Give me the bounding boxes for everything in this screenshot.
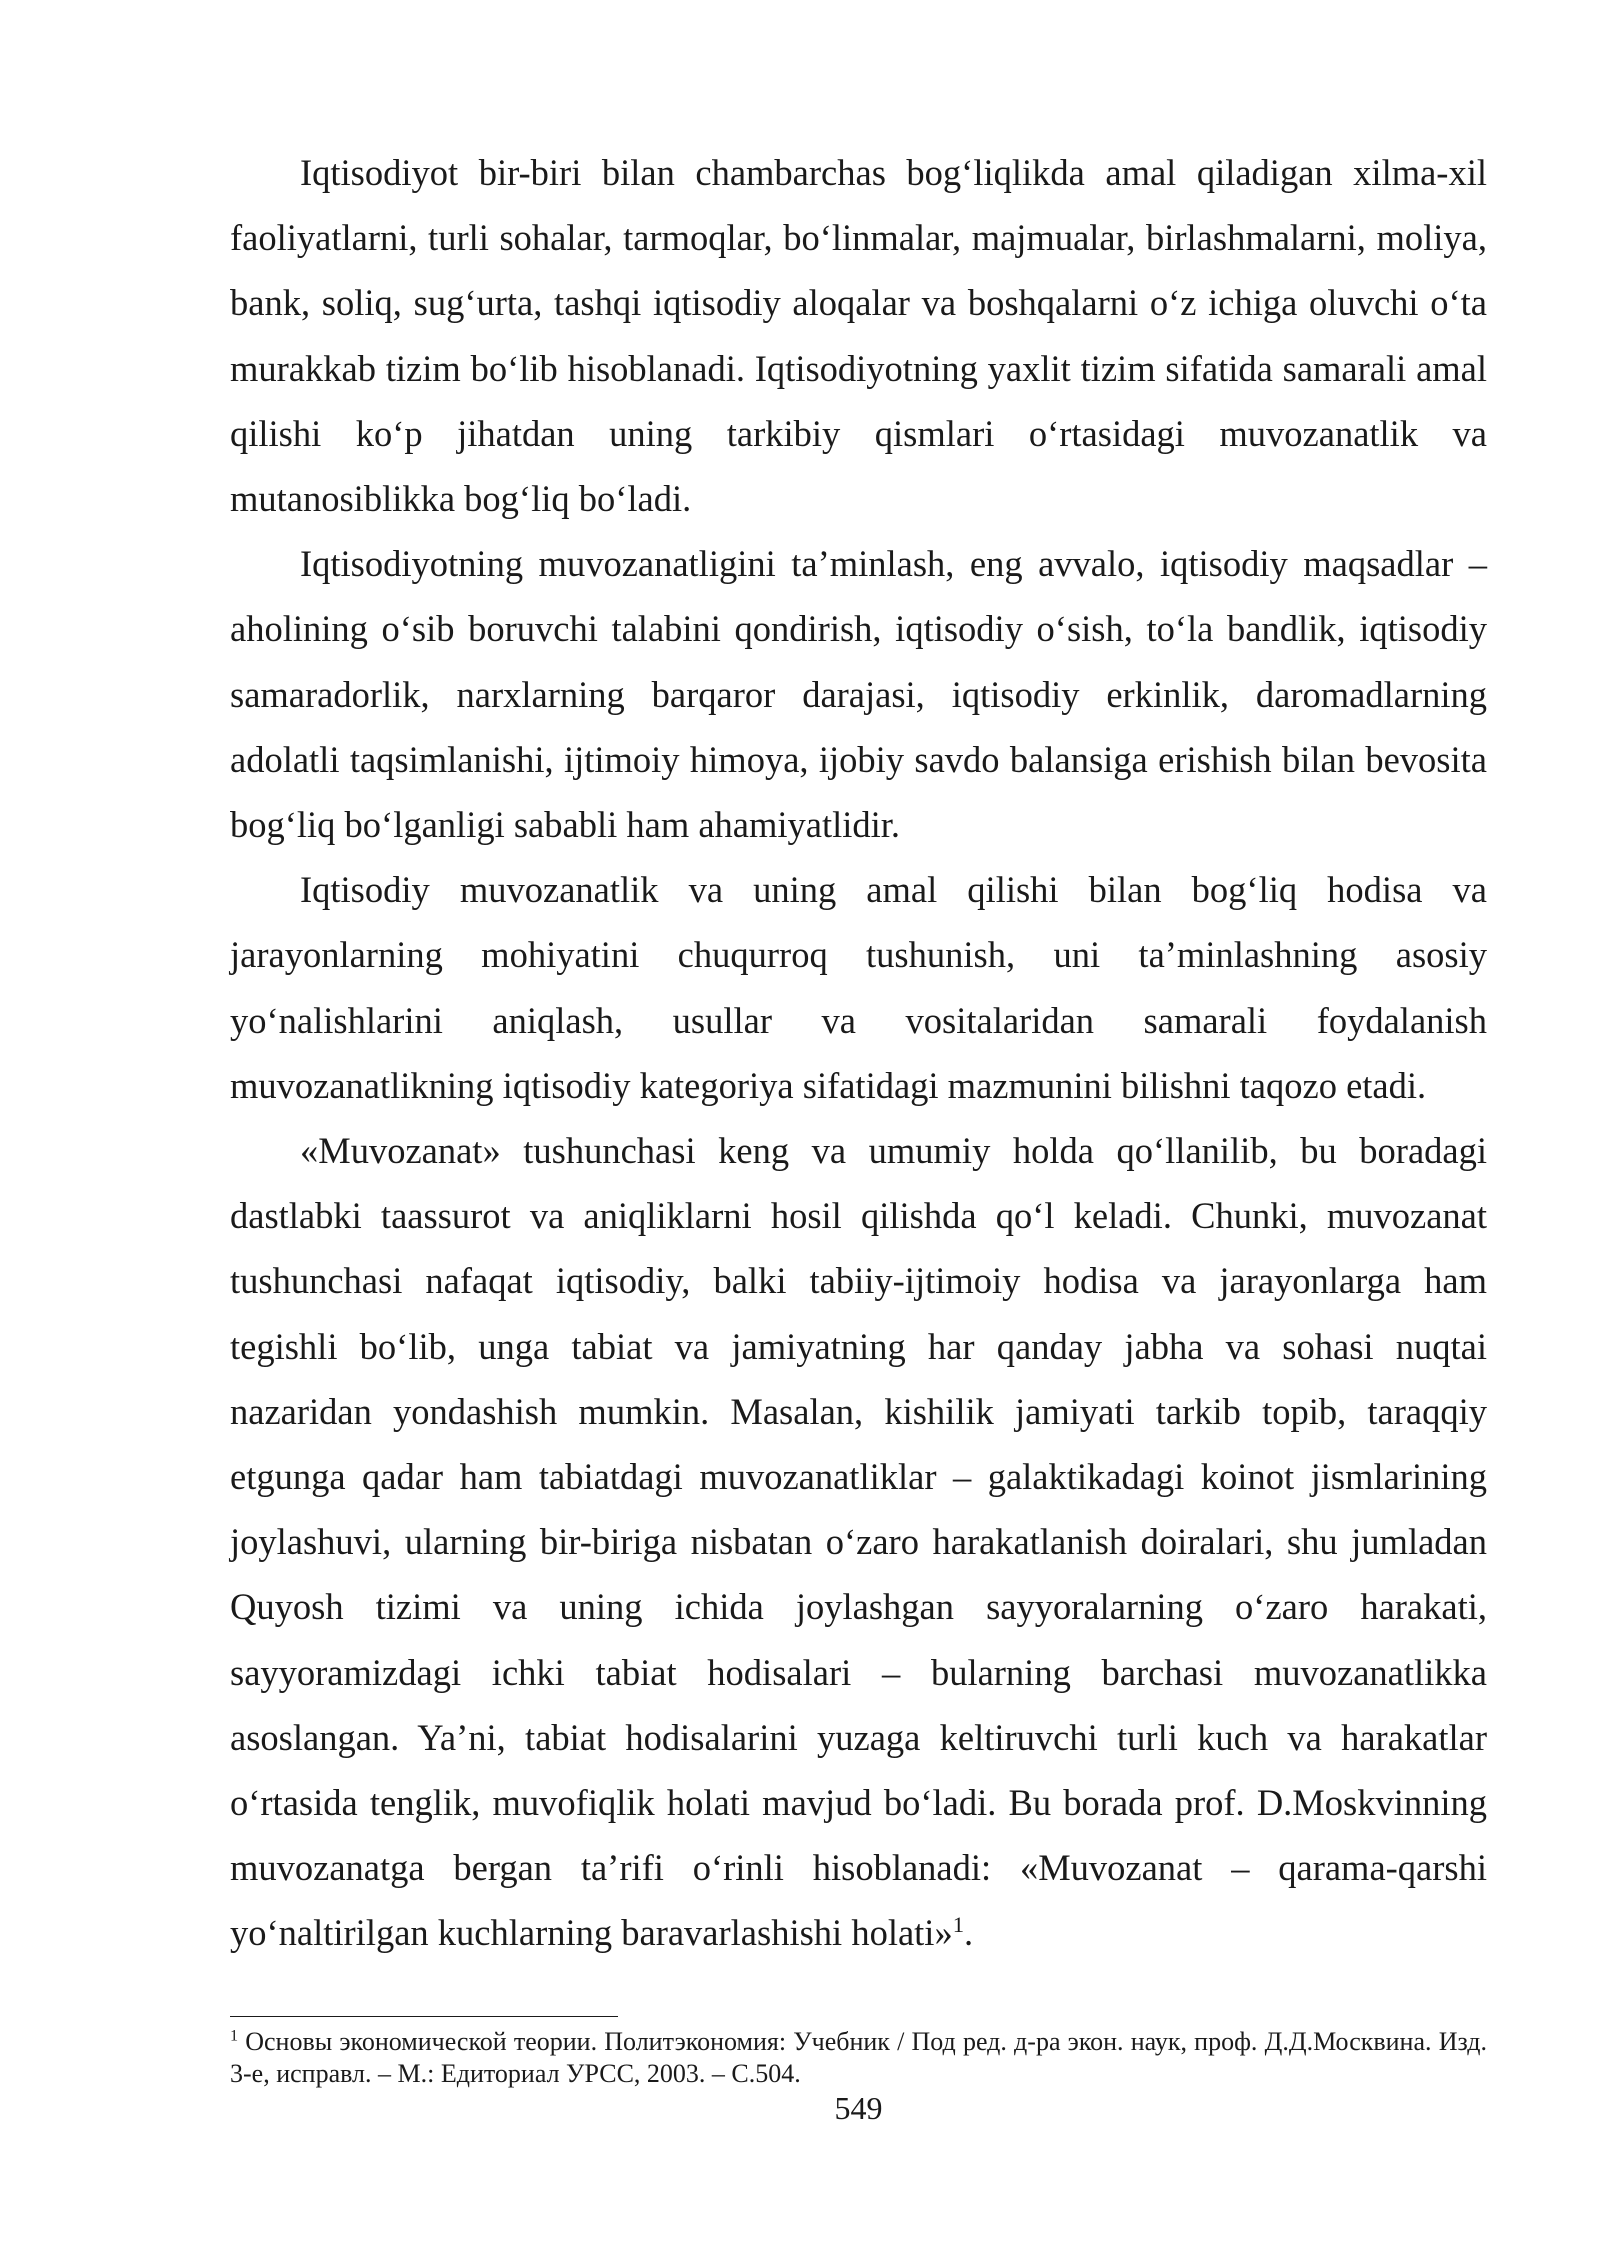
- footnote-separator: [230, 2016, 618, 2017]
- footnote-text: Основы экономической теории. Политэкономия: Учебник / Под ред. д-ра экон. наук, проф. Д.Д.Москвина. Изд. 3-е, исправл. – М.: Едиториал УРСС, 2003. – С.504.: [230, 2027, 1487, 2088]
- page-number: 549: [834, 2090, 883, 2126]
- paragraph-3: Iqtisodiy muvozanatlik va uning amal qilishi bilan bog‘liq hodisa va jarayonlarning mohiyatini chuqurroq tushunish, uni ta’minlashning asosiy yo‘nalishlarini aniqlash, usullar va vositalaridan samarali foydalanish muvozanatlikning iqtisodiy kategoriya sifatidagi mazmunini bilishni taqozo etadi.: [230, 869, 1487, 1106]
- footnote-reference[interactable]: 1: [952, 1912, 965, 1938]
- footnote-marker: 1: [230, 2027, 239, 2045]
- paragraph-2: Iqtisodiyotning muvozanatligini ta’minlash, eng avvalo, iqtisodiy maqsadlar – aholining o‘sib boruvchi talabini qondirish, iqtisodiy o‘sish, to‘la bandlik, iqtisodiy samaradorlik, narxlarning barqaror darajasi, iqtisodiy erkinlik, daromadlarning adolatli taqsimlanishi, ijtimoiy himoya, ijobiy savdo balansiga erishish bilan bevosita bog‘liq bo‘lganligi sababli ham ahamiyatlidir.: [230, 543, 1487, 846]
- page-body: [230, 140, 1487, 1966]
- paragraph-1: Iqtisodiyot bir-biri bilan chambarchas bog‘liqlikda amal qiladigan xilma-xil faoliyatlarni, turli sohalar, tarmoqlar, bo‘linmalar, majmualar, birlashmalarni, moliya, bank, soliq, sug‘urta, tashqi iqtisodiy aloqalar va boshqalarni o‘z ichiga oluvchi o‘ta murakkab tizim bo‘lib hisoblanadi. Iqtisodiyotning yaxlit tizim sifatida samarali amal qilishi ko‘p jihatdan uning tarkibiy qismlari o‘rtasidagi muvozanatlik va mutanosiblikka bog‘liq bo‘ladi.: [230, 152, 1487, 520]
- paragraph-4-text: «Muvozanat» tushunchasi keng va umumiy holda qo‘llanilib, bu boradagi dastlabki taassurot va aniqliklarni hosil qilishda qo‘l keladi. Chunki, muvozanat tushunchasi nafaqat iqtisodiy, balki tabiiy-ijtimoiy hodisa va jarayonlarga ham tegishli bo‘lib, unga tabiat va jamiyatning har qanday jabha va sohasi nuqtai nazaridan yondashish mumkin. Masalan, kishilik jamiyati tarkib topib, taraqqiy etgunga qadar ham tabiatdagi muvozanatliklar – galaktikadagi koinot jismlarining joylashuvi, ularning bir-biriga nisbatan o‘zaro harakatlanish doiralari, shu jumladan Quyosh tizimi va uning ichida joylashgan sayyoralarning o‘zaro harakati, sayyoramizdagi ichki tabiat hodisalari – bularning barchasi muvozanatlikka asoslangan. Ya’ni, tabiat hodisalarini yuzaga keltiruvchi turli kuch va harakatlar o‘rtasida tenglik, muvofiqlik holati mavjud bo‘ladi. Bu borada prof. D.Moskvinning muvozanatga bergan ta’rifi o‘rinli hisoblanadi: «Muvozanat – qarama-qarshi yo‘naltirilgan kuchlarning baravarlashishi holati»: [230, 1130, 1487, 1954]
- paragraph-4-end: .: [964, 1912, 974, 1954]
- paragraph-4: [230, 1118, 1487, 1966]
- footnote: [230, 2026, 1487, 2090]
